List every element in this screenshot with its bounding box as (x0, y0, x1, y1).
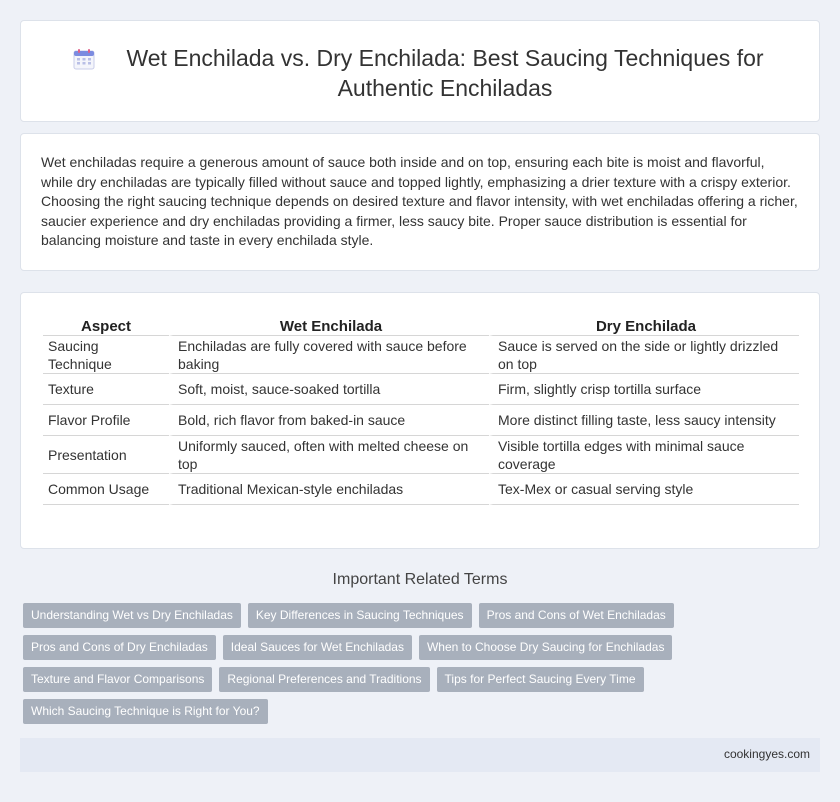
related-tag[interactable]: Regional Preferences and Traditions (219, 667, 429, 692)
row-wet: Bold, rich flavor from baked-in sauce (169, 405, 489, 436)
intro-card (20, 133, 820, 271)
table-row (43, 436, 799, 474)
table-row (43, 474, 799, 505)
intro-paragraph: Wet enchiladas require a generous amount of sauce both inside and on top, ensuring each bite is moist and flavorful, while dry enchiladas are typically filled without sauce and topped lightly, emphasizing a drier texture with a crispy exterior. Choosing the right saucing technique depends on desired texture and flavor intensity, with wet enchiladas offering a richer, saucier experience and dry enchiladas providing a firmer, less saucy bite. Proper sauce distribution is essential for balancing moisture and taste in every enchilada style. (41, 154, 798, 248)
header-wet: Wet Enchilada (169, 314, 489, 336)
row-aspect: Common Usage (43, 474, 169, 505)
related-tag[interactable]: Pros and Cons of Wet Enchiladas (479, 603, 674, 628)
comparison-table (43, 314, 799, 505)
related-tag[interactable]: Key Differences in Saucing Techniques (248, 603, 472, 628)
related-tag[interactable]: When to Choose Dry Saucing for Enchiladas (419, 635, 672, 660)
row-dry: Sauce is served on the side or lightly drizzled on top (489, 336, 799, 374)
comparison-card (20, 292, 820, 549)
title-card (20, 20, 820, 122)
row-dry: More distinct filling taste, less saucy intensity (489, 405, 799, 436)
table-row (43, 336, 799, 374)
related-tag[interactable]: Which Saucing Technique is Right for You? (23, 699, 268, 724)
footer (20, 738, 820, 772)
row-wet: Uniformly sauced, often with melted cheese on top (169, 436, 489, 474)
related-tag[interactable]: Texture and Flavor Comparisons (23, 667, 212, 692)
row-aspect: Texture (43, 374, 169, 405)
table-row (43, 374, 799, 405)
footer-site[interactable]: cookingyes.com (723, 747, 810, 761)
related-tag[interactable]: Tips for Perfect Saucing Every Time (437, 667, 644, 692)
row-aspect: Saucing Technique (43, 336, 169, 374)
row-dry: Tex-Mex or casual serving style (489, 474, 799, 505)
related-terms-title: Important Related Terms (332, 571, 508, 588)
row-wet: Enchiladas are fully covered with sauce before baking (169, 336, 489, 374)
row-wet: Traditional Mexican-style enchiladas (169, 474, 489, 505)
row-dry: Firm, slightly crisp tortilla surface (489, 374, 799, 405)
table-header-row (43, 314, 799, 336)
row-aspect: Presentation (43, 436, 169, 474)
header-aspect: Aspect (43, 314, 169, 336)
row-aspect: Flavor Profile (43, 405, 169, 436)
table-row (43, 405, 799, 436)
row-wet: Soft, moist, sauce-soaked tortilla (169, 374, 489, 405)
related-tag[interactable]: Understanding Wet vs Dry Enchiladas (23, 603, 241, 628)
header-dry: Dry Enchilada (489, 314, 799, 336)
page-title: Wet Enchilada vs. Dry Enchilada: Best Saucing Techniques for Authentic Enchiladas (126, 45, 764, 101)
related-tag[interactable]: Pros and Cons of Dry Enchiladas (23, 635, 216, 660)
row-dry: Visible tortilla edges with minimal sauce coverage (489, 436, 799, 474)
related-tag[interactable]: Ideal Sauces for Wet Enchiladas (223, 635, 412, 660)
related-tags (23, 603, 813, 731)
